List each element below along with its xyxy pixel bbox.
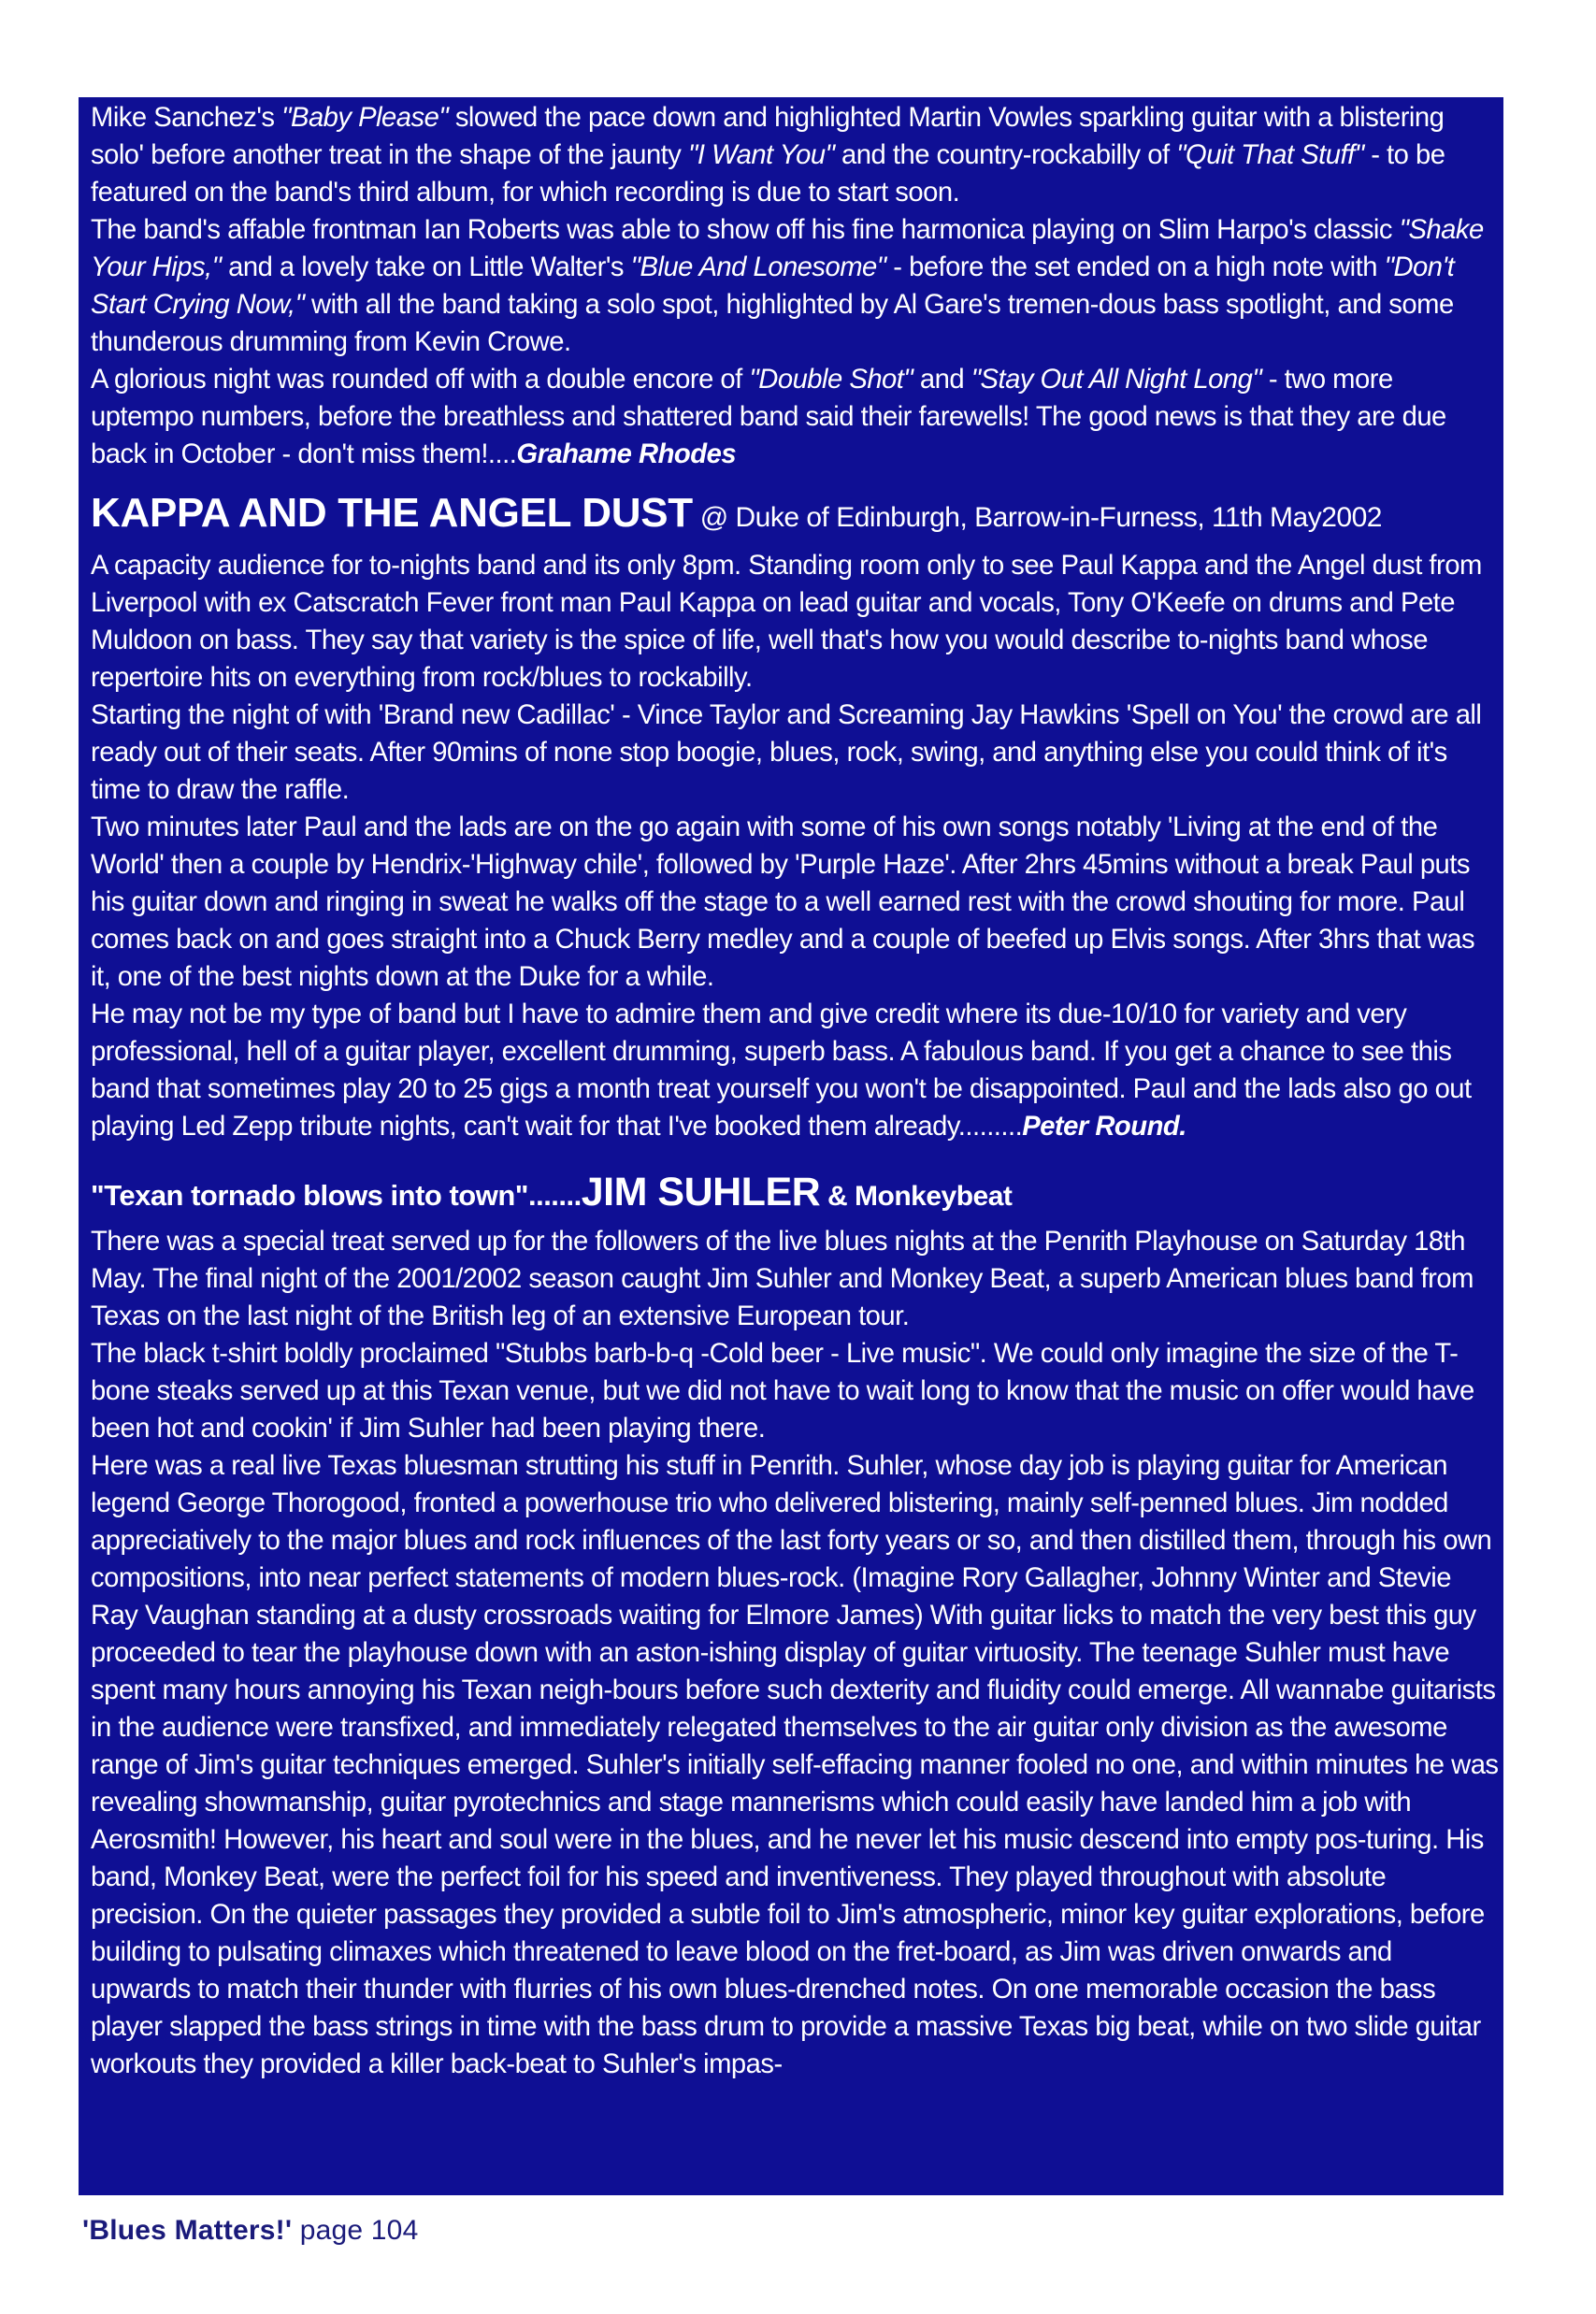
text-run: He may not be my type of band but I have to admire them and give credit where its due-10/10 for variety and very professional, hell of a guitar player, excellent drumming, superb bass. A fabulous band. If you get a chance to see this band that sometimes play 20 to 25 gigs a month treat yourself you won't be disappointed. Paul and the lads also go out playing Led Zepp tribute nights, can't wait for that I've booked them already......... [91, 999, 1472, 1142]
text-run: with all the band taking a solo spot, highlighted by Al Gare's tremen-dous bass spotlight, and some thunderous drumming from Kevin Crowe. [91, 290, 1454, 357]
artist-name: JIM SUHLER [581, 1170, 821, 1214]
review-paragraph [91, 99, 1499, 211]
song-title: "I Want You" [687, 140, 835, 170]
article-content [91, 99, 1499, 2083]
text-run: - to be featured on the band's third album, for which recording is due to start soon. [91, 140, 1445, 208]
page-footer [82, 2215, 418, 2247]
band-subtitle: & Monkeybeat [820, 1181, 1013, 1212]
page-number: page 104 [292, 2215, 419, 2246]
text-run: and a lovely take on Little Walter's [221, 252, 631, 282]
band-name: KAPPA AND THE ANGEL DUST [91, 490, 693, 536]
song-title: "Double Shot" [749, 365, 913, 395]
song-title: "Quit That Stuff" [1176, 140, 1364, 170]
review-paragraph: Starting the night of with 'Brand new Cadillac' - Vince Taylor and Screaming Jay Hawkins 'Spell on You' the crowd are all ready out of their seats. After 90mins of none stop boogie, blues, rock, swing, and anything else you could think of it's time to draw the raffle. [91, 700, 1482, 805]
text-run: and the country-rockabilly of [834, 140, 1177, 170]
text-run: and [913, 365, 971, 395]
review-paragraph: The black t-shirt boldly proclaimed "Stubbs barb-b-q -Cold beer - Live music". We could only imagine the size of the T-bone steaks served up at this Texan venue, but we did not have to wait long to know that the music on offer would have been hot and cookin' if Jim Suhler had been playing there. [91, 1339, 1474, 1444]
text-run: - before the set ended on a high note with [885, 252, 1385, 282]
text-run: The band's affable frontman Ian Roberts was able to show off his fine harmonica playing on Slim Harpo's classic [91, 215, 1400, 245]
review-paragraph: There was a special treat served up for the followers of the live blues nights at the Penrith Playhouse on Saturday 18th May. The final night of the 2001/2002 season caught Jim Suhler and Monkey Beat, a superb American blues band from Texas on the last night of the British leg of an extensive European tour. [91, 1227, 1474, 1331]
headline-quote: "Texan tornado blows into town"....... [91, 1179, 582, 1212]
text-run: A glorious night was rounded off with a double encore of [91, 365, 750, 395]
song-title: "Stay Out All Night Long" [971, 365, 1262, 395]
song-title: "Blue And Lonesome" [630, 252, 886, 282]
review-paragraph: Here was a real live Texas bluesman strutting his stuff in Penrith. Suhler, whose day job is playing guitar for American legend George Thorogood, fronted a powerhouse trio who delivered blistering, mainly self-penned blues. Jim nodded appreciatively to the major blues and rock influences of the last forty years or so, and then distilled them, through his own compositions, into near perfect statements of modern blues-rock. (Imagine Rory Gallagher, Johnny Winter and Stevie Ray Vaughan standing at a dusty crossroads waiting for Elmore James) With guitar licks to match the very best this guy proceeded to tear the playhouse down with an aston-ishing display of guitar virtuosity. The teenage Suhler must have spent many hours annoying his Texan neigh-bours before such dexterity and fluidity could emerge. All wannabe guitarists in the audience were transfixed, and immediately relegated themselves to the air guitar only division as the awesome range of Jim's guitar techniques emerged. Suhler's initially self-effacing manner fooled no one, and within minutes he was revealing showmanship, guitar pyrotechnics and stage mannerisms which could easily have landed him a job with Aerosmith! However, his heart and soul were in the blues, and he never let his music descend into empty pos-turing. His band, Monkey Beat, were the perfect foil for his speed and inventiveness. They played throughout with absolute precision. On the quieter passages they provided a subtle foil to Jim's atmospheric, minor key guitar explorations, before building to pulsating climaxes which threatened to leave blood on the fret-board, as Jim was driven onwards and upwards to match their thunder with flurries of his own blues-drenched notes. On one memorable occasion the bass player slapped the bass strings in time with the bass drum to provide a massive Texas big beat, while on two slide guitar workouts they provided a killer back-beat to Suhler's impas- [91, 1451, 1499, 2079]
song-title: "Don't Start Crying Now," [91, 252, 1455, 320]
author-credit: Peter Round. [1022, 1112, 1186, 1142]
review-paragraph [91, 996, 1499, 1145]
song-title: "Baby Please" [281, 103, 449, 133]
text-run: Mike Sanchez's [91, 103, 282, 133]
review-paragraph [91, 361, 1499, 473]
review-paragraph: A capacity audience for to-nights band and its only 8pm. Standing room only to see Paul Kappa and the Angel dust from Liverpool with ex Catscratch Fever front man Paul Kappa on lead guitar and vocals, Tony O'Keefe on drums and Pete Muldoon on bass. They say that variety is the spice of life, well that's how you would describe to-nights band whose repertoire hits on everything from rock/blues to rockabilly. [91, 551, 1482, 693]
author-credit: Grahame Rhodes [516, 439, 737, 469]
review-heading-suhler [91, 1166, 1499, 1223]
text-run: - two more uptempo numbers, before the breathless and shattered band said their farewells! The good news is that they are due back in October - don't miss them!.... [91, 365, 1446, 469]
article-panel [79, 97, 1503, 2195]
review-paragraph [91, 211, 1499, 361]
text-run: slowed the pace down and highlighted Martin Vowles sparkling guitar with a blistering solo' before another treat in the shape of the jaunty [91, 103, 1445, 170]
magazine-name: 'Blues Matters!' [82, 2215, 293, 2246]
song-title: "Shake Your Hips," [91, 215, 1484, 282]
venue-date: @ Duke of Edinburgh, Barrow-in-Furness, 11th May2002 [692, 502, 1382, 533]
review-paragraph: Two minutes later Paul and the lads are on the go again with some of his own songs notably 'Living at the end of the World' then a couple by Hendrix-'Highway chile', followed by 'Purple Haze'. After 2hrs 45mins without a break Paul puts his guitar down and ringing in sweat he walks off the stage to a well earned rest with the crowd shouting for more. Paul comes back on and goes straight into a Chuck Berry medley and a couple of beefed up Elvis songs. After 3hrs that was it, one of the best nights down at the Duke for a while. [91, 812, 1475, 992]
review-heading-kappa [91, 488, 1499, 543]
